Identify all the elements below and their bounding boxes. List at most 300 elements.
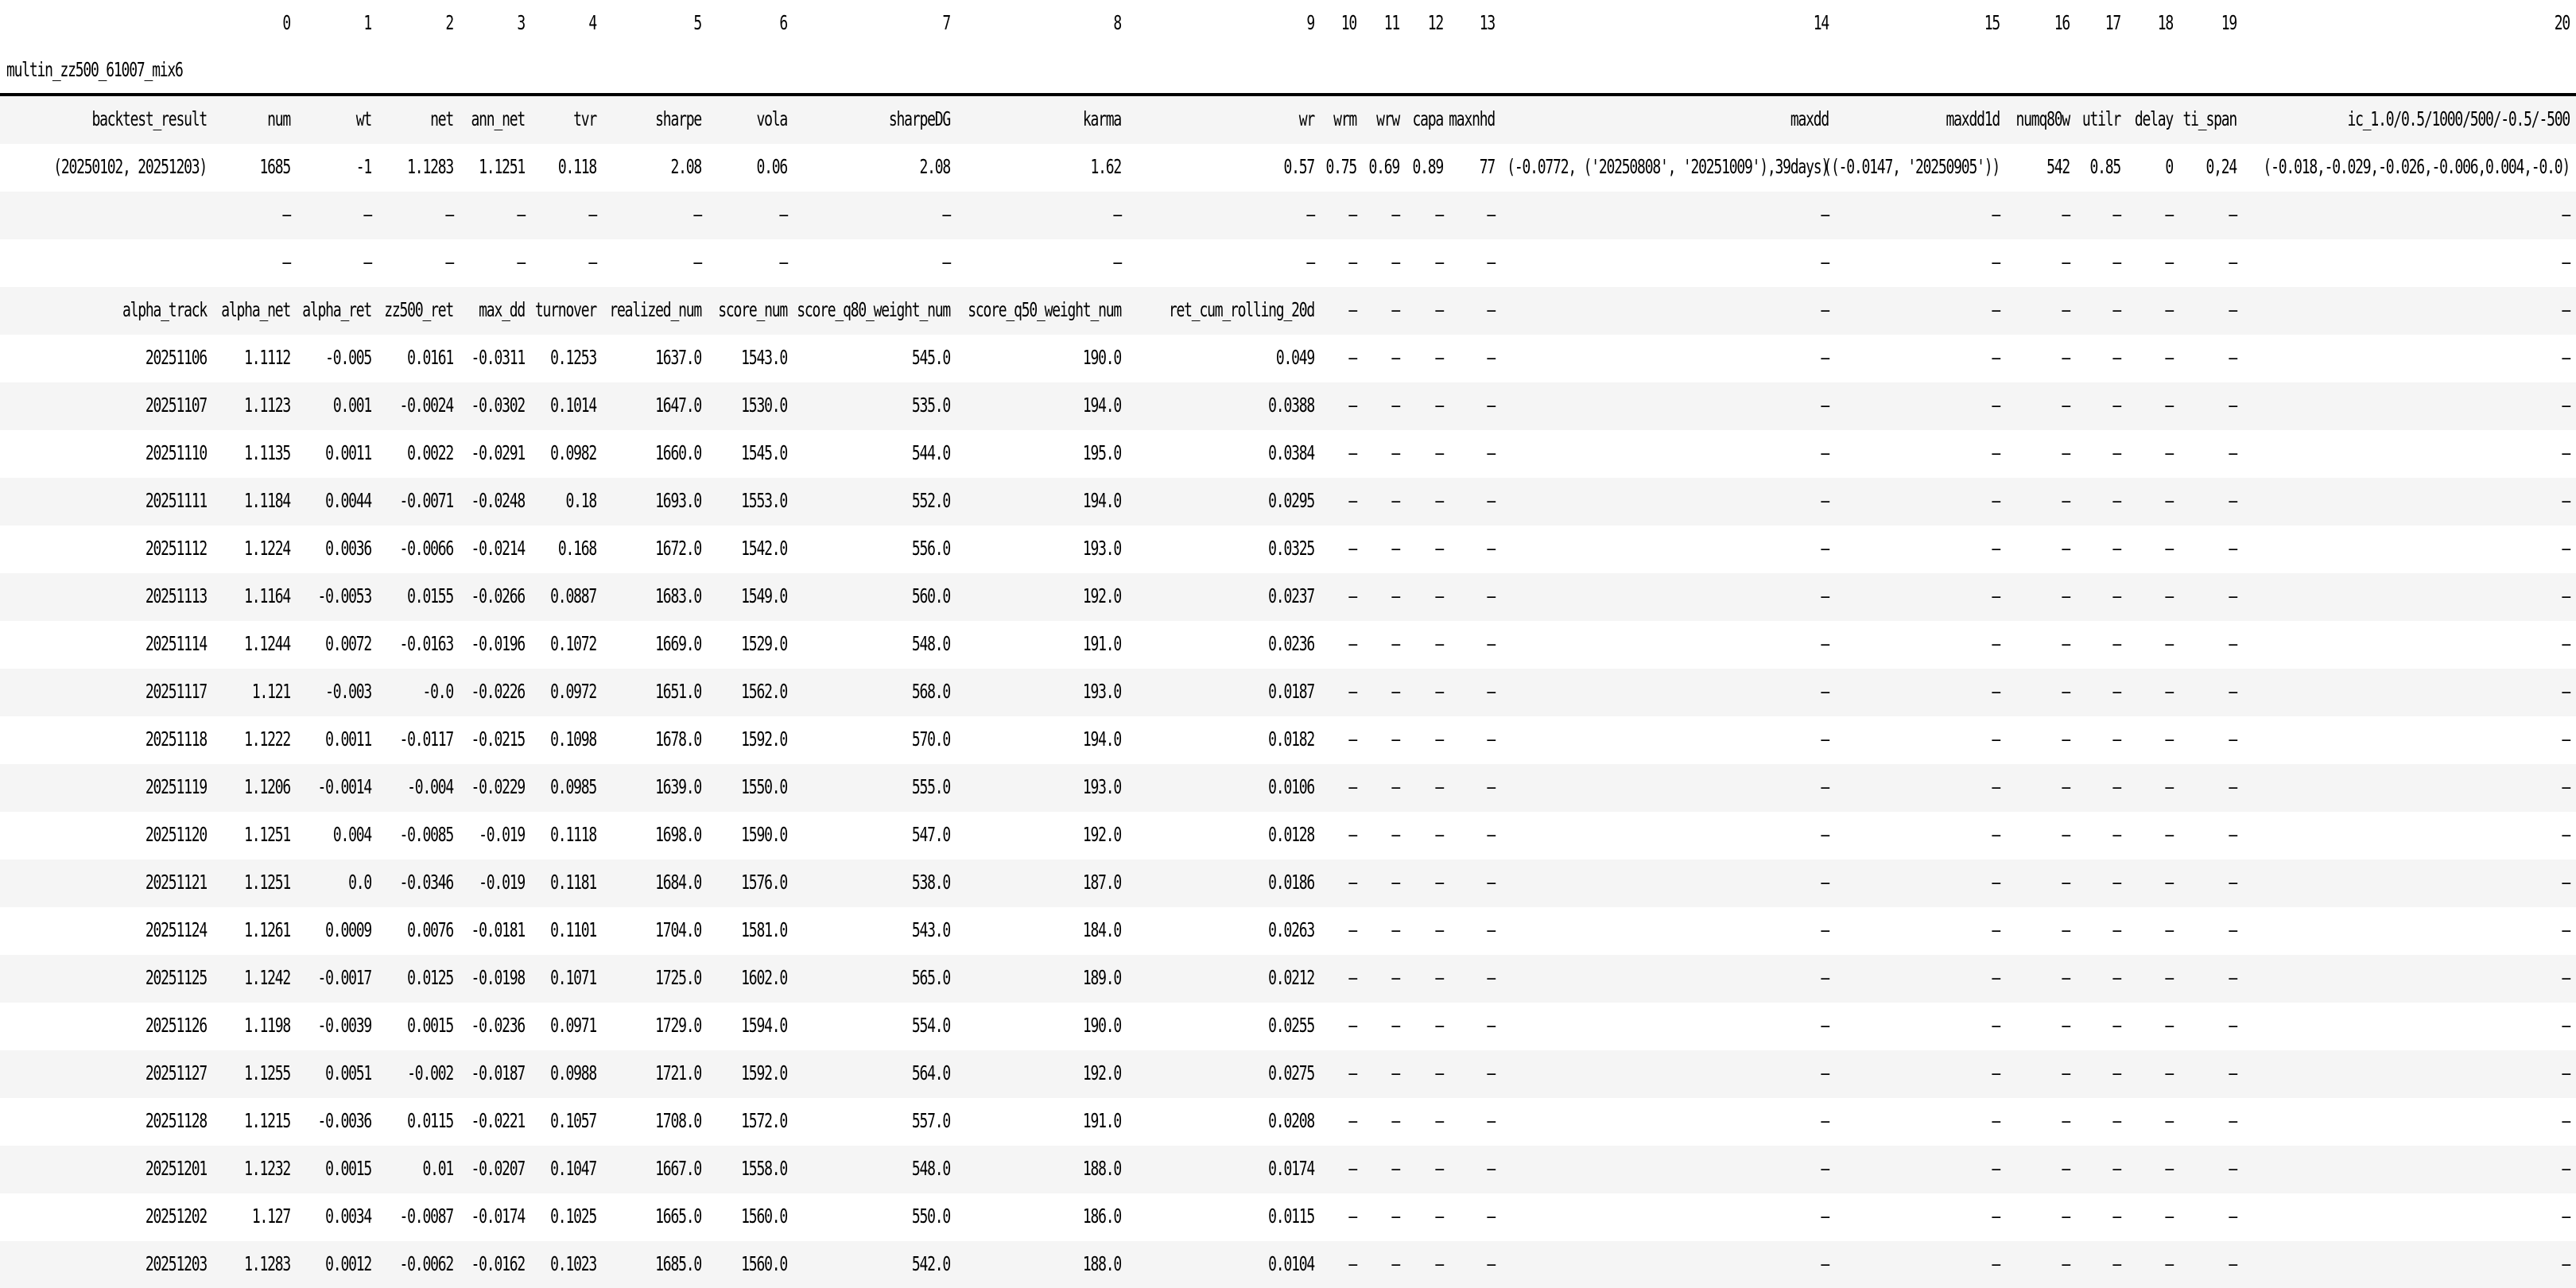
column-index-label: 1 xyxy=(363,11,371,35)
cell: — xyxy=(2562,1061,2570,1085)
cell: — xyxy=(2112,918,2120,942)
cell: 0.0237 xyxy=(1268,584,1314,608)
cell: — xyxy=(2165,537,2173,561)
cell: — xyxy=(1487,250,1495,274)
cell: — xyxy=(2112,1061,2120,1085)
cell: — xyxy=(1821,775,1829,799)
cell: — xyxy=(1391,823,1399,847)
cell: 194.0 xyxy=(1082,727,1121,751)
cell: — xyxy=(1992,537,2000,561)
cell: 0.004 xyxy=(332,823,371,847)
cell: — xyxy=(1391,584,1399,608)
cell: — xyxy=(282,203,290,227)
cell: — xyxy=(1391,775,1399,799)
cell: — xyxy=(2229,1014,2237,1038)
cell: -0.0017 xyxy=(317,966,371,990)
cell: 194.0 xyxy=(1082,394,1121,417)
cell: — xyxy=(1992,1109,2000,1133)
cell: — xyxy=(1992,918,2000,942)
cell: — xyxy=(1992,727,2000,751)
cell: -0.019 xyxy=(479,871,525,894)
cell: 1708.0 xyxy=(655,1109,701,1133)
cell: — xyxy=(2165,775,2173,799)
cell: — xyxy=(1306,250,1314,274)
cell: — xyxy=(2229,441,2237,465)
cell: — xyxy=(1348,1252,1356,1276)
cell: — xyxy=(2562,680,2570,704)
cell: — xyxy=(2165,632,2173,656)
column-index-label: 17 xyxy=(2105,11,2120,35)
cell: — xyxy=(2229,632,2237,656)
header-cell: wt xyxy=(355,107,371,131)
cell: — xyxy=(1391,727,1399,751)
cell: 1.1184 xyxy=(244,489,290,513)
column-index-label: 16 xyxy=(2054,11,2070,35)
cell: 1592.0 xyxy=(741,1061,787,1085)
cell: — xyxy=(1435,298,1443,322)
cell: -0.0024 xyxy=(399,394,453,417)
cell: — xyxy=(2229,394,2237,417)
cell: — xyxy=(2165,1109,2173,1133)
cell: — xyxy=(1348,346,1356,370)
cell: — xyxy=(1435,823,1443,847)
cell: — xyxy=(1487,823,1495,847)
cell: 0.1253 xyxy=(550,346,596,370)
cell: — xyxy=(2229,489,2237,513)
header-cell: wrw xyxy=(1376,107,1399,131)
cell: 1660.0 xyxy=(655,441,701,465)
cell: — xyxy=(1821,203,1829,227)
cell: — xyxy=(1435,1014,1443,1038)
cell: — xyxy=(2165,203,2173,227)
cell: 0.0212 xyxy=(1268,966,1314,990)
cell: — xyxy=(1348,394,1356,417)
cell: — xyxy=(1391,1061,1399,1085)
cell: — xyxy=(1391,1205,1399,1228)
cell: 0.0325 xyxy=(1268,537,1314,561)
cell: — xyxy=(2229,537,2237,561)
cell: — xyxy=(2112,1014,2120,1038)
cell: — xyxy=(2112,1157,2120,1181)
cell: 545.0 xyxy=(911,346,950,370)
cell: 0.0174 xyxy=(1268,1157,1314,1181)
page-title: multin_zz500_61007_mix6 xyxy=(6,58,183,83)
cell: 0.0985 xyxy=(550,775,596,799)
cell: — xyxy=(445,203,453,227)
cell: — xyxy=(1992,1014,2000,1038)
cell: -0.0162 xyxy=(471,1252,525,1276)
cell: 1704.0 xyxy=(655,918,701,942)
cell: — xyxy=(1821,298,1829,322)
cell: — xyxy=(1992,823,2000,847)
cell: -0.0229 xyxy=(471,775,525,799)
cell: — xyxy=(1487,871,1495,894)
cell: — xyxy=(1348,632,1356,656)
cell: — xyxy=(2165,1205,2173,1228)
cell: — xyxy=(2562,441,2570,465)
cell: 191.0 xyxy=(1082,1109,1121,1133)
cell: — xyxy=(1487,203,1495,227)
cell: 0.89 xyxy=(1412,155,1443,179)
header-cell: tvr xyxy=(573,107,596,131)
cell: -0.0302 xyxy=(471,394,525,417)
cell: — xyxy=(2062,775,2070,799)
cell: — xyxy=(1435,1061,1443,1085)
cell: alpha_net xyxy=(221,298,290,322)
cell: 1729.0 xyxy=(655,1014,701,1038)
cell: -0.0266 xyxy=(471,584,525,608)
cell: 543.0 xyxy=(911,918,950,942)
cell: 542 xyxy=(2046,155,2070,179)
cell: 1.62 xyxy=(1090,155,1121,179)
cell: — xyxy=(1487,584,1495,608)
column-index-label: 2 xyxy=(445,11,453,35)
cell: — xyxy=(779,250,787,274)
cell: 20251203 xyxy=(145,1252,207,1276)
cell: — xyxy=(1435,727,1443,751)
cell: 1.1135 xyxy=(244,441,290,465)
cell: 0.1072 xyxy=(550,632,596,656)
cell: 1669.0 xyxy=(655,632,701,656)
cell: -0.0014 xyxy=(317,775,371,799)
cell: — xyxy=(1992,632,2000,656)
column-index-label: 10 xyxy=(1340,11,1356,35)
cell: 1.1123 xyxy=(244,394,290,417)
cell: 1558.0 xyxy=(741,1157,787,1181)
header-cell: maxnhd xyxy=(1449,107,1495,131)
cell: — xyxy=(2062,441,2070,465)
cell: — xyxy=(2165,1061,2173,1085)
cell: — xyxy=(1487,441,1495,465)
cell: — xyxy=(2229,250,2237,274)
cell: 1.1251 xyxy=(244,871,290,894)
column-index-label: 0 xyxy=(282,11,290,35)
cell: — xyxy=(1348,775,1356,799)
column-index-label: 20 xyxy=(2554,11,2570,35)
cell: — xyxy=(2112,871,2120,894)
cell: 1.1222 xyxy=(244,727,290,751)
cell: — xyxy=(1348,1157,1356,1181)
cell: — xyxy=(2112,1109,2120,1133)
column-index-label: 13 xyxy=(1479,11,1495,35)
cell: 192.0 xyxy=(1082,1061,1121,1085)
cell: score_q80_weight_num xyxy=(797,298,950,322)
cell: 550.0 xyxy=(911,1205,950,1228)
cell: — xyxy=(1348,1205,1356,1228)
cell: — xyxy=(1992,966,2000,990)
cell: 1.1215 xyxy=(244,1109,290,1133)
cell: 1.1224 xyxy=(244,537,290,561)
cell: — xyxy=(2229,1205,2237,1228)
cell: 1698.0 xyxy=(655,823,701,847)
cell: — xyxy=(1487,775,1495,799)
cell: 0.0972 xyxy=(550,680,596,704)
cell: 1590.0 xyxy=(741,823,787,847)
cell: — xyxy=(1487,1014,1495,1038)
cell: 1545.0 xyxy=(741,441,787,465)
cell: — xyxy=(1391,394,1399,417)
cell: — xyxy=(1348,1014,1356,1038)
cell: — xyxy=(1435,250,1443,274)
cell: — xyxy=(2112,346,2120,370)
cell: 193.0 xyxy=(1082,537,1121,561)
cell: — xyxy=(1821,1252,1829,1276)
cell: 0.18 xyxy=(565,489,596,513)
cell: -0.0053 xyxy=(317,584,371,608)
cell: — xyxy=(2112,1252,2120,1276)
cell: 0.06 xyxy=(756,155,787,179)
cell: — xyxy=(2562,1205,2570,1228)
cell: — xyxy=(2562,727,2570,751)
cell: 1647.0 xyxy=(655,394,701,417)
cell: -0.0117 xyxy=(399,727,453,751)
cell: — xyxy=(2112,823,2120,847)
cell: 0.0982 xyxy=(550,441,596,465)
cell: 0.0988 xyxy=(550,1061,596,1085)
cell: 1592.0 xyxy=(741,727,787,751)
cell: 192.0 xyxy=(1082,584,1121,608)
cell: — xyxy=(2562,489,2570,513)
cell: 0.0012 xyxy=(325,1252,371,1276)
cell: -0.0062 xyxy=(399,1252,453,1276)
cell: — xyxy=(1821,632,1829,656)
cell: — xyxy=(2112,489,2120,513)
cell: -0.0174 xyxy=(471,1205,525,1228)
cell: 0.01 xyxy=(422,1157,453,1181)
cell: — xyxy=(1391,871,1399,894)
cell: — xyxy=(1348,584,1356,608)
cell: 0 xyxy=(2165,155,2173,179)
cell: -0.0291 xyxy=(471,441,525,465)
column-index-label: 5 xyxy=(693,11,701,35)
cell: — xyxy=(1113,203,1121,227)
cell: — xyxy=(1435,203,1443,227)
cell: 20251118 xyxy=(145,727,207,751)
cell: — xyxy=(1435,346,1443,370)
cell: 1.1232 xyxy=(244,1157,290,1181)
cell: — xyxy=(1487,346,1495,370)
cell: alpha_ret xyxy=(302,298,371,322)
cell: -0.0214 xyxy=(471,537,525,561)
cell: — xyxy=(2562,1014,2570,1038)
cell: 0.85 xyxy=(2089,155,2120,179)
cell: — xyxy=(2165,441,2173,465)
cell: — xyxy=(1992,203,2000,227)
cell: 20251128 xyxy=(145,1109,207,1133)
cell: — xyxy=(2062,1205,2070,1228)
cell: — xyxy=(2229,1109,2237,1133)
cell: 20251106 xyxy=(145,346,207,370)
cell: 552.0 xyxy=(911,489,950,513)
cell: — xyxy=(2062,727,2070,751)
cell: — xyxy=(363,250,371,274)
cell: — xyxy=(2112,584,2120,608)
cell: 1.127 xyxy=(251,1205,290,1228)
cell: — xyxy=(1348,727,1356,751)
cell: — xyxy=(588,250,596,274)
cell: 1529.0 xyxy=(741,632,787,656)
header-cell: numq80w xyxy=(2015,107,2070,131)
cell: -0.0346 xyxy=(399,871,453,894)
cell: — xyxy=(1435,1205,1443,1228)
cell: 1576.0 xyxy=(741,871,787,894)
cell: -0.0 xyxy=(422,680,453,704)
cell: — xyxy=(1821,441,1829,465)
cell: 1.1206 xyxy=(244,775,290,799)
cell: — xyxy=(693,203,701,227)
cell: — xyxy=(1348,823,1356,847)
cell: — xyxy=(2229,823,2237,847)
cell: — xyxy=(1391,203,1399,227)
cell: 20251111 xyxy=(145,489,207,513)
cell: — xyxy=(1487,918,1495,942)
cell: 1637.0 xyxy=(655,346,701,370)
cell: 193.0 xyxy=(1082,775,1121,799)
cell: — xyxy=(1435,584,1443,608)
cell: — xyxy=(2062,680,2070,704)
cell: — xyxy=(1992,1157,2000,1181)
cell: 20251202 xyxy=(145,1205,207,1228)
cell: — xyxy=(1391,966,1399,990)
cell: — xyxy=(2112,1205,2120,1228)
cell: — xyxy=(1348,1061,1356,1085)
header-cell: sharpeDG xyxy=(888,107,950,131)
cell: 1672.0 xyxy=(655,537,701,561)
cell: — xyxy=(2062,1061,2070,1085)
cell: 0,24 xyxy=(2206,155,2237,179)
cell: — xyxy=(2562,394,2570,417)
cell: 0.1047 xyxy=(550,1157,596,1181)
cell: 1581.0 xyxy=(741,918,787,942)
cell: ret_cum_rolling_20d xyxy=(1168,298,1314,322)
cell: 1683.0 xyxy=(655,584,701,608)
cell: 20251125 xyxy=(145,966,207,990)
cell: 1.1261 xyxy=(244,918,290,942)
cell: 1594.0 xyxy=(741,1014,787,1038)
cell: — xyxy=(2062,823,2070,847)
cell: 0.1057 xyxy=(550,1109,596,1133)
cell: 1549.0 xyxy=(741,584,787,608)
cell: — xyxy=(2112,775,2120,799)
cell: — xyxy=(2062,632,2070,656)
cell: — xyxy=(2112,203,2120,227)
cell: -0.0207 xyxy=(471,1157,525,1181)
cell: ((-0.0147, '20250905')) xyxy=(1823,155,2000,179)
cell: 0.0125 xyxy=(407,966,453,990)
cell: -0.0187 xyxy=(471,1061,525,1085)
cell: — xyxy=(1992,394,2000,417)
cell: — xyxy=(1487,537,1495,561)
cell: — xyxy=(1435,918,1443,942)
cell: -0.0221 xyxy=(471,1109,525,1133)
cell: — xyxy=(1821,489,1829,513)
cell: — xyxy=(1391,1014,1399,1038)
cell: — xyxy=(1348,680,1356,704)
cell: 0.0236 xyxy=(1268,632,1314,656)
cell: 0.0388 xyxy=(1268,394,1314,417)
cell: 1.1164 xyxy=(244,584,290,608)
cell: 0.69 xyxy=(1368,155,1399,179)
cell: 1651.0 xyxy=(655,680,701,704)
cell: -1 xyxy=(355,155,371,179)
cell: — xyxy=(2112,632,2120,656)
cell: — xyxy=(1348,298,1356,322)
cell: 1.1198 xyxy=(244,1014,290,1038)
cell: — xyxy=(1992,1252,2000,1276)
cell: — xyxy=(942,203,950,227)
cell: — xyxy=(2062,871,2070,894)
cell: 20251127 xyxy=(145,1061,207,1085)
cell: 0.0115 xyxy=(1268,1205,1314,1228)
cell: — xyxy=(2062,584,2070,608)
cell: — xyxy=(1348,537,1356,561)
cell: 1560.0 xyxy=(741,1252,787,1276)
cell: max_dd xyxy=(479,298,525,322)
cell: — xyxy=(2165,489,2173,513)
cell: — xyxy=(2165,1014,2173,1038)
cell: — xyxy=(2165,346,2173,370)
cell: — xyxy=(2229,298,2237,322)
cell: 20251121 xyxy=(145,871,207,894)
cell: — xyxy=(1821,1109,1829,1133)
cell: — xyxy=(1391,1252,1399,1276)
cell: 188.0 xyxy=(1082,1157,1121,1181)
cell: 0.0182 xyxy=(1268,727,1314,751)
cell: 1.1244 xyxy=(244,632,290,656)
cell: — xyxy=(588,203,596,227)
cell: — xyxy=(2112,727,2120,751)
cell: — xyxy=(1821,394,1829,417)
cell: 2.08 xyxy=(670,155,701,179)
header-cell: backtest_result xyxy=(91,107,207,131)
cell: — xyxy=(2229,584,2237,608)
cell: — xyxy=(2112,966,2120,990)
cell: — xyxy=(1435,1109,1443,1133)
cell: 1639.0 xyxy=(655,775,701,799)
cell: — xyxy=(2165,1157,2173,1181)
cell: — xyxy=(2062,203,2070,227)
header-cell: num xyxy=(267,107,290,131)
cell: 20251124 xyxy=(145,918,207,942)
cell: — xyxy=(1391,1109,1399,1133)
table-row xyxy=(0,192,2576,239)
cell: — xyxy=(2062,1157,2070,1181)
header-cell: sharpe xyxy=(655,107,701,131)
cell: 0.1098 xyxy=(550,727,596,751)
cell: — xyxy=(1391,632,1399,656)
cell: — xyxy=(1821,823,1829,847)
cell: 1667.0 xyxy=(655,1157,701,1181)
cell: — xyxy=(2562,537,2570,561)
cell: — xyxy=(1391,250,1399,274)
cell: -0.0163 xyxy=(399,632,453,656)
table-row xyxy=(0,144,2576,192)
cell: 0.1118 xyxy=(550,823,596,847)
cell: 20251126 xyxy=(145,1014,207,1038)
cell: — xyxy=(1487,298,1495,322)
cell: 557.0 xyxy=(911,1109,950,1133)
cell: 0.0106 xyxy=(1268,775,1314,799)
cell: — xyxy=(1821,966,1829,990)
column-index-label: 18 xyxy=(2157,11,2173,35)
cell: 0.0208 xyxy=(1268,1109,1314,1133)
cell: 20251113 xyxy=(145,584,207,608)
cell: 542.0 xyxy=(911,1252,950,1276)
column-index-label: 6 xyxy=(779,11,787,35)
cell: 1.1242 xyxy=(244,966,290,990)
cell: — xyxy=(1435,966,1443,990)
cell: — xyxy=(2562,823,2570,847)
